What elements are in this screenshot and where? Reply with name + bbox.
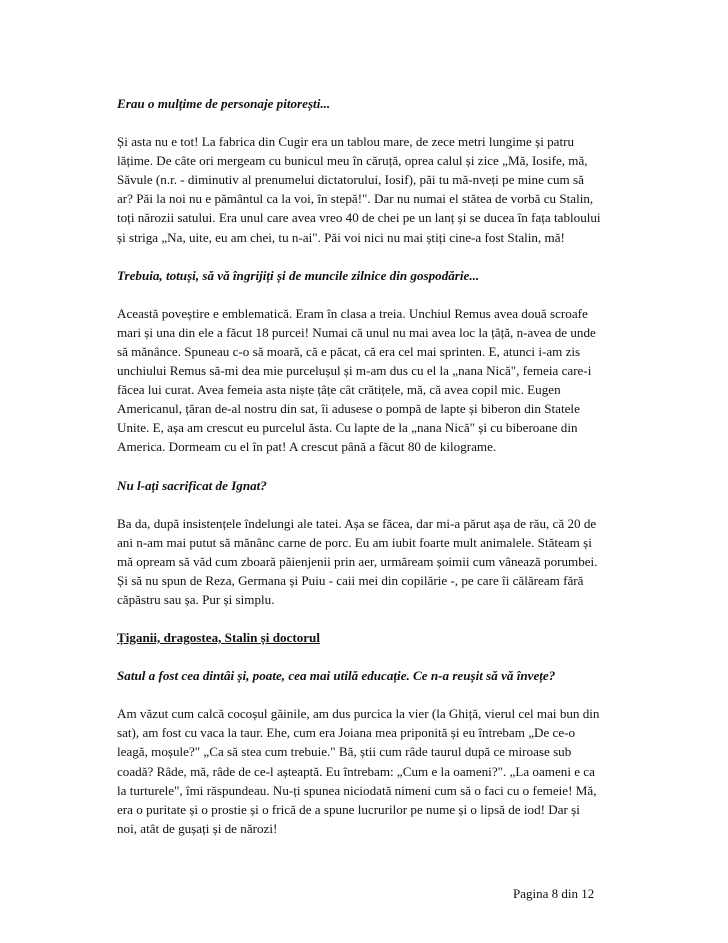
interview-question: Erau o mulțime de personaje pitorești...	[117, 96, 331, 111]
answer-paragraph: Am văzut cum calcă cocoșul găinile, am dus purcica la vier (la Ghiță, vierul cel mai bun din sat), am fost cu vaca la taur. Ehe, cum era Joiana mea priponită și eu întrebam „De ce-o leagă, moșule?" „Ca să stea cum trebuie." Bă, știi cum râde taurul după ce miroase sub coadă? Râde, mă, râde de ce-l așteaptă. Eu întrebam: „Cum e la oameni?". „La oameni e ca la turturele", îmi răspundeau. Nu-ți spunea niciodată nimeni cum să o faci cu o femeie! Mă, era o puritate și o prostie și o frică de a spune lucrurilor pe nume și o lipsă de iod! Dar și noi, atât de gușați și de nărozi!	[117, 706, 600, 836]
section-heading: Țiganii, dragostea, Stalin și doctorul	[117, 630, 320, 646]
document-body	[117, 94, 601, 857]
page-number: Pagina 8 din 12	[513, 886, 595, 901]
answer-paragraph: Ba da, după insistențele îndelungi ale tatei. Așa se făcea, dar mi-a părut așa de rău, că 20 de ani n-am mai putut să mănânc carne de porc. Eu am iubit foarte mult animalele. Stăteam și mă opream să văd cum zboară păienjenii prin aer, urmăream șoimii cum vânează porumbei. Și să nu spun de Reza, Germana și Puiu - caii mei din copilărie -, pe care îi călăream fără căpăstru sau șa. Pur și simplu.	[117, 515, 598, 607]
interview-question: Satul a fost cea dintâi și, poate, cea mai utilă educație. Ce n-a reușit să vă învețe?	[117, 668, 556, 684]
interview-question: Nu l-ați sacrificat de Ignat?	[117, 477, 267, 493]
interview-question: Trebuia, totuși, să vă îngrijiți și de muncile zilnice din gospodărie...	[117, 267, 480, 283]
answer-paragraph: Și asta nu e tot! La fabrica din Cugir era un tablou mare, de zece metri lungime și patru lățime. De câte ori mergeam cu bunicul meu în căruță, oprea calul și zice „Mă, Iosife, mă, Săvule (n.r. - diminutiv al prenumelui dictatorului, Iosif), păi tu mă-nveți pe mine cum să ar? Păi la noi nu e pământul ca la voi, în stepă!". Dar nu numai el stătea de vorbă cu Stalin, toți nărozii satului. Era unul care avea vreo 40 de chei pe un lanț și se ducea în fața tabloului și striga „Na, uite, eu am chei, tu n-ai". Păi voi nici nu mai știți cine-a fost Stalin, mă!	[117, 134, 601, 245]
answer-paragraph: Această poveștire e emblematică. Eram în clasa a treia. Unchiul Remus avea două scroafe mari și una din ele a făcut 18 purcei! Numai că unul nu mai avea loc la țâță, n-avea de unde să mănânce. Spuneau c-o să moară, că e păcat, că era cel mai sprinten. E, atunci i-am zis unchiului Remus să-mi dea mie purcelușul și m-am dus cu el la „nana Nică", femeia care-i făcea lui curat. Avea femeia asta niște țâțe cât crătițele, mă, că avea copil mic. Eugen Americanul, țăran de-al nostru din sat, îi adusese o pompă de lapte și biberon din Statele Unite. E, așa am crescut eu purcelul ăsta. Cu lapte de la „nana Nică" și cu biberoane din America. Dormeam cu el în pat! A crescut până a făcut 80 de kilograme.	[117, 305, 596, 455]
